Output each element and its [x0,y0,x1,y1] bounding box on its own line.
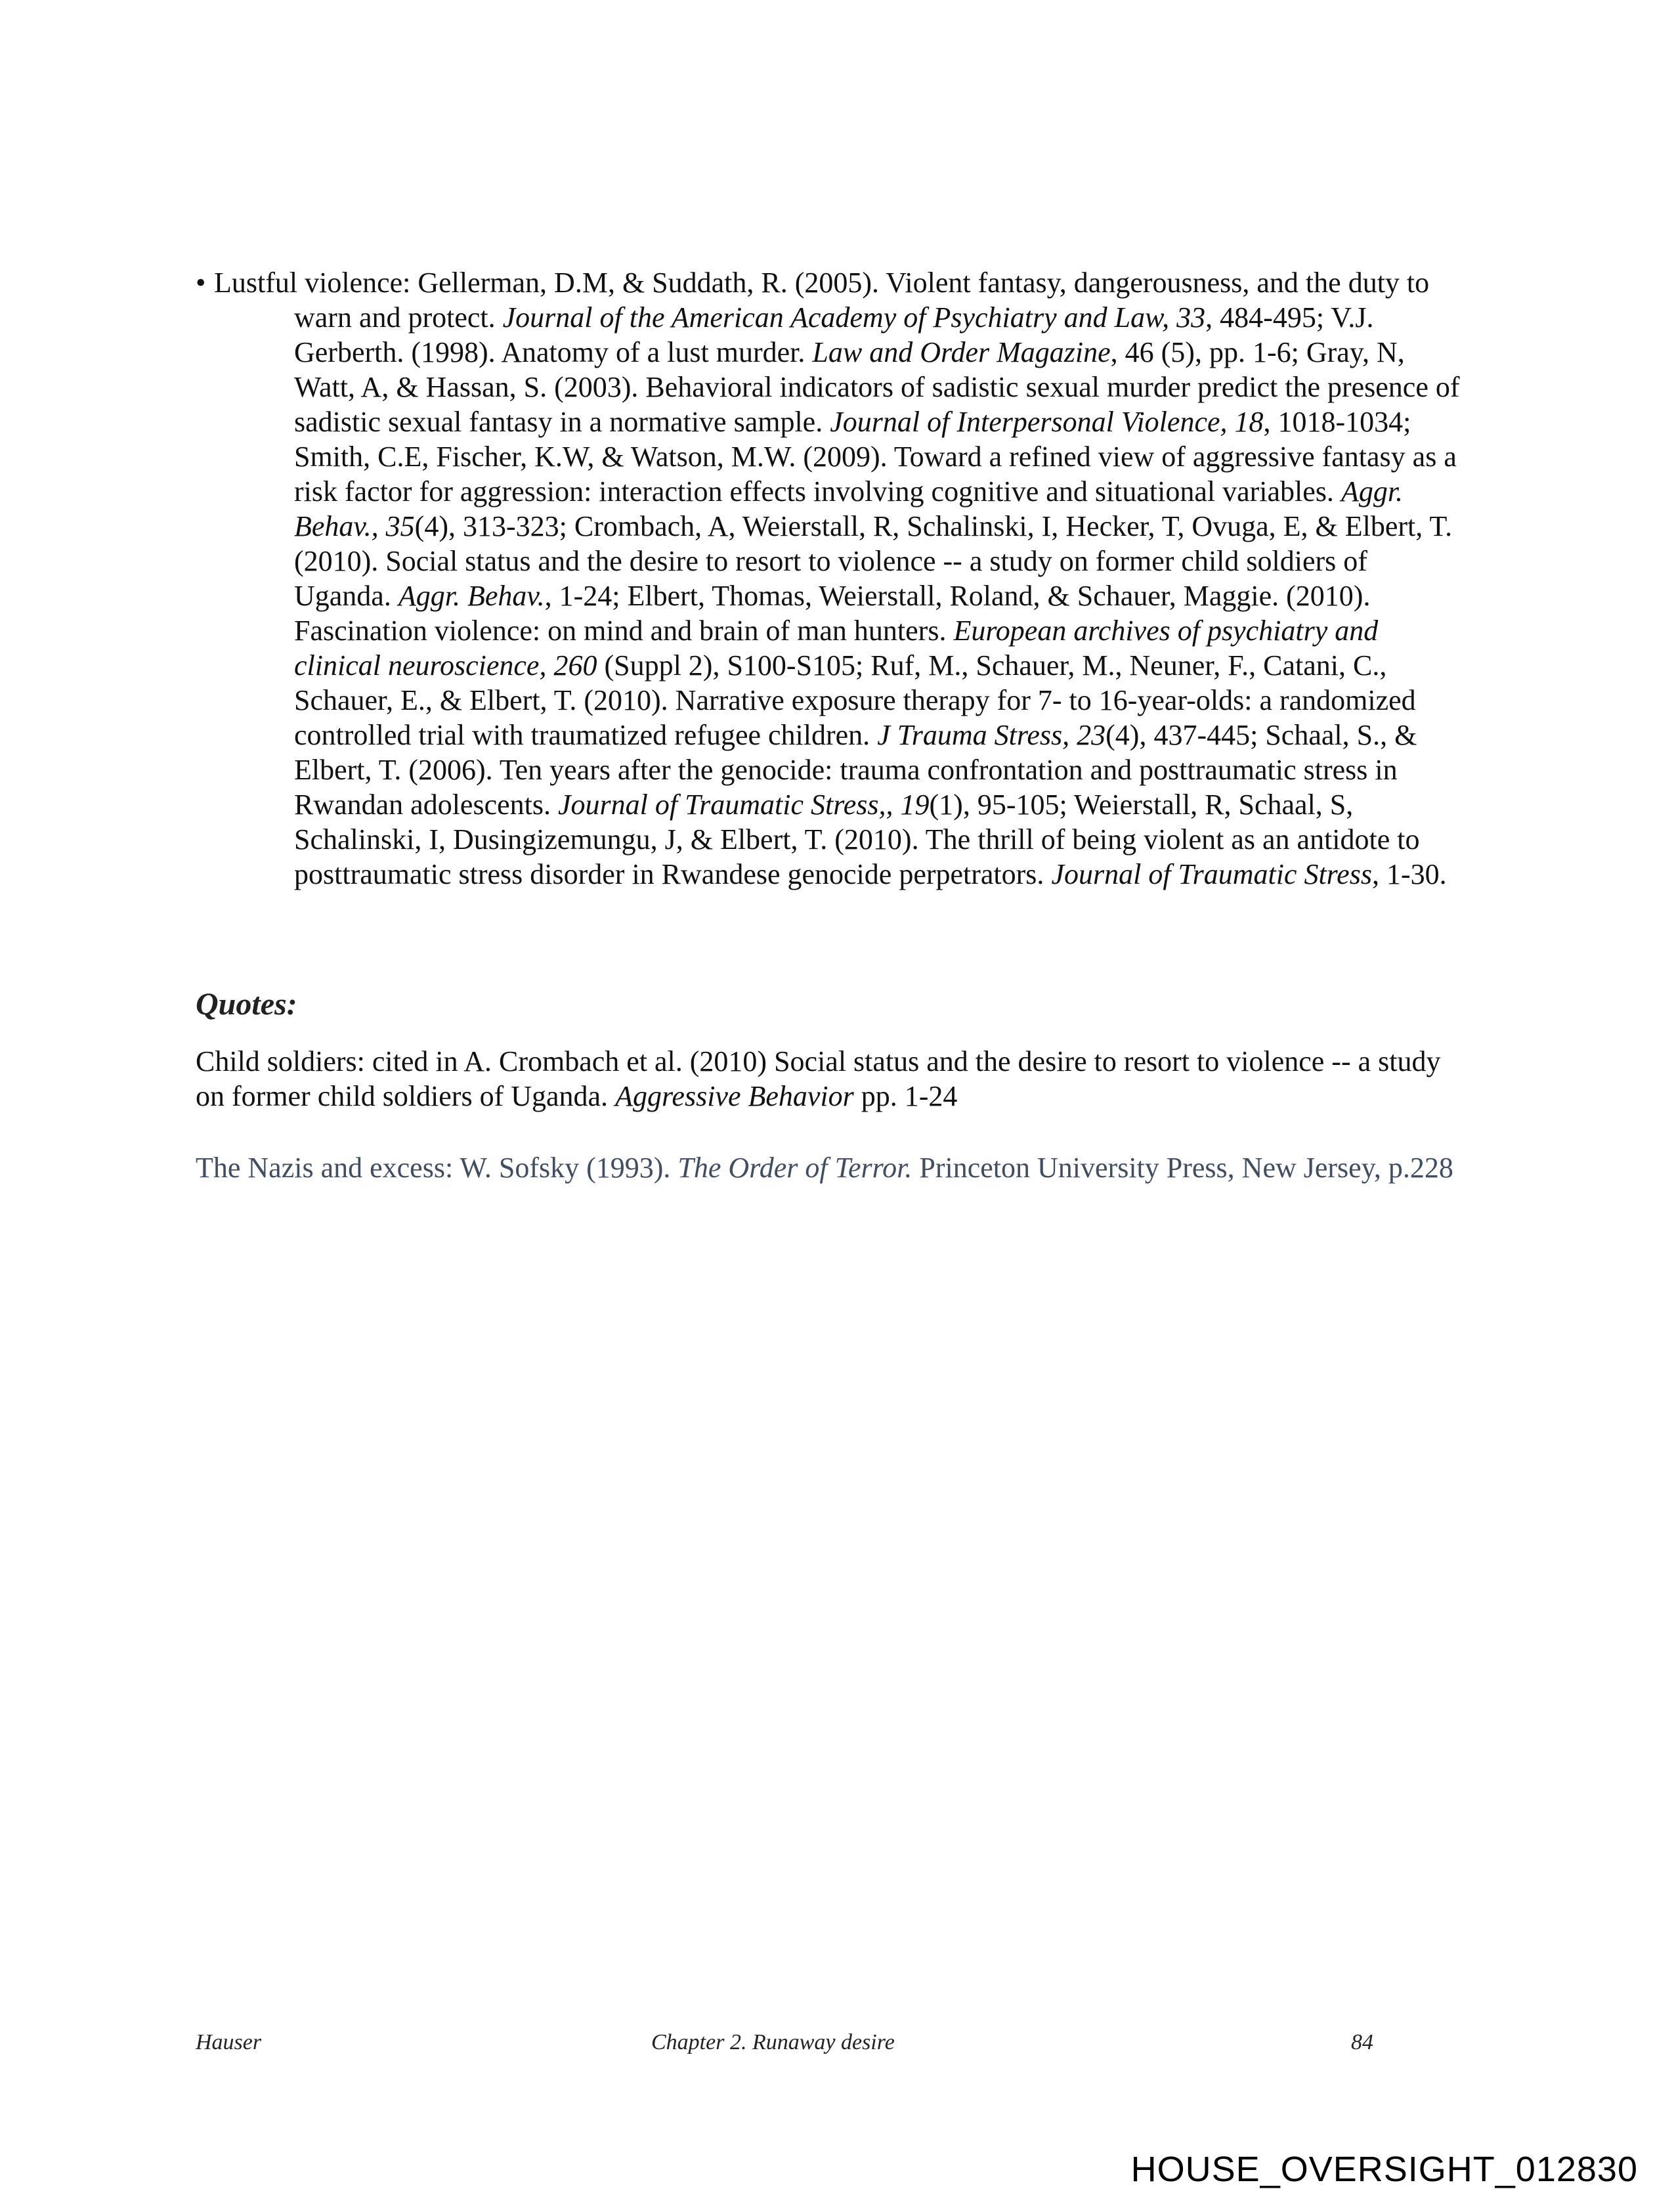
quote-child-soldiers [196,1044,1466,1114]
reference-text-run: (4), 313-323; Crombach, A, Weierstall, R, Schalinski, I, Hecker, T, Ovuga, E, & Elbert, T. (2010). Social status and the desire to resort to violence -- a study on former child soldiers of Uganda. [294,510,1453,612]
bates-stamp: HOUSE_OVERSIGHT_012830 [1130,2150,1638,2189]
quote-nazis-text: The Nazis and excess: W. Sofsky (1993). [196,1152,678,1184]
footer-author: Hauser [196,2030,262,2054]
reference-text-run: , 484-495; V.J. Gerberth. (1998). Anatomy of a lust murder. [294,301,1374,368]
reference-text-run: (1), 95-105; Weierstall, R, Schaal, S, Schalinski, I, Dusingizemungu, J, & Elbert, T. (2010). The thrill of being violent as an antidote to posttraumatic stress disorder in Rwandese genocide perpetrators. [294,789,1420,890]
reference-source-italic: Journal of the American Academy of Psychiatry and Law, 33 [502,301,1206,334]
reference-text-run: , 1-30. [1371,858,1447,890]
quote-child-soldiers-pages: pp. 1-24 [853,1080,958,1112]
quote-nazis-publisher: Princeton University Press, New Jersey, p.228 [912,1152,1453,1184]
reference-text-run: , 1-24; Elbert, Thomas, Weierstall, Roland, & Schauer, Maggie. (2010). Fascination violence: on mind and brain of man hunters. [294,580,1371,647]
reference-text-run: (4), 437-445; Schaal, S., & Elbert, T. (2006). Ten years after the genocide: trauma confrontation and posttraumatic stress in Rwandan adolescents. [294,719,1417,821]
reference-source-italic: Aggr. Behav. [398,580,545,612]
quotes-heading: Quotes: [196,987,297,1022]
footer-chapter: Chapter 2. Runaway desire [651,2030,895,2054]
reference-text-run: , 46 (5), pp. 1-6; Gray, N, Watt, A, & Hassan, S. (2003). Behavioral indicators of sadistic sexual murder predict the presence of sadistic sexual fantasy in a normative sample. [294,336,1460,438]
reference-source-italic: Journal of Traumatic Stress,, 19 [558,789,930,821]
reference-source-italic: Law and Order Magazine [812,336,1111,368]
reference-source-italic: European archives of psychiatry and clinical neuroscience, 260 [294,615,1379,682]
lustful-violence-references [196,265,1466,892]
reference-source-italic: Journal of Traumatic Stress [1051,858,1372,890]
bullet: • [196,267,206,299]
reference-source-italic: J Trauma Stress, 23 [877,719,1106,751]
quote-child-soldiers-journal: Aggressive Behavior [615,1080,854,1112]
quote-child-soldiers-text: Child soldiers: cited in A. Crombach et al. (2010) Social status and the desire to resort to violence -- a study on former child soldiers of Uganda. [196,1045,1441,1112]
reference-text-run: , 1018-1034; Smith, C.E, Fischer, K.W, & Watson, M.W. (2009). Toward a refined view of aggressive fantasy as a risk factor for aggression: interaction effects involving cognitive and situational variables. [294,406,1457,508]
references-block [196,265,1466,892]
reference-source-italic: Aggr. Behav., 35 [294,475,1404,542]
quote-nazis-book-title: The Order of Terror. [677,1152,912,1184]
reference-text-run: (Suppl 2), S100-S105; Ruf, M., Schauer, M., Neuner, F., Catani, C., Schauer, E., & Elbert, T. (2010). Narrative exposure therapy for 7- to 16-year-olds: a randomized controlled trial with traumatized refugee children. [294,649,1416,751]
reference-text-run: Lustful violence: Gellerman, D.M, & Suddath, R. (2005). Violent fantasy, dangerousness, and the duty to warn and protect. [214,267,1430,334]
quote-nazis-excess [196,1150,1466,1185]
reference-source-italic: Journal of Interpersonal Violence, 18 [830,406,1264,438]
footer-page-number: 84 [1351,2030,1373,2054]
